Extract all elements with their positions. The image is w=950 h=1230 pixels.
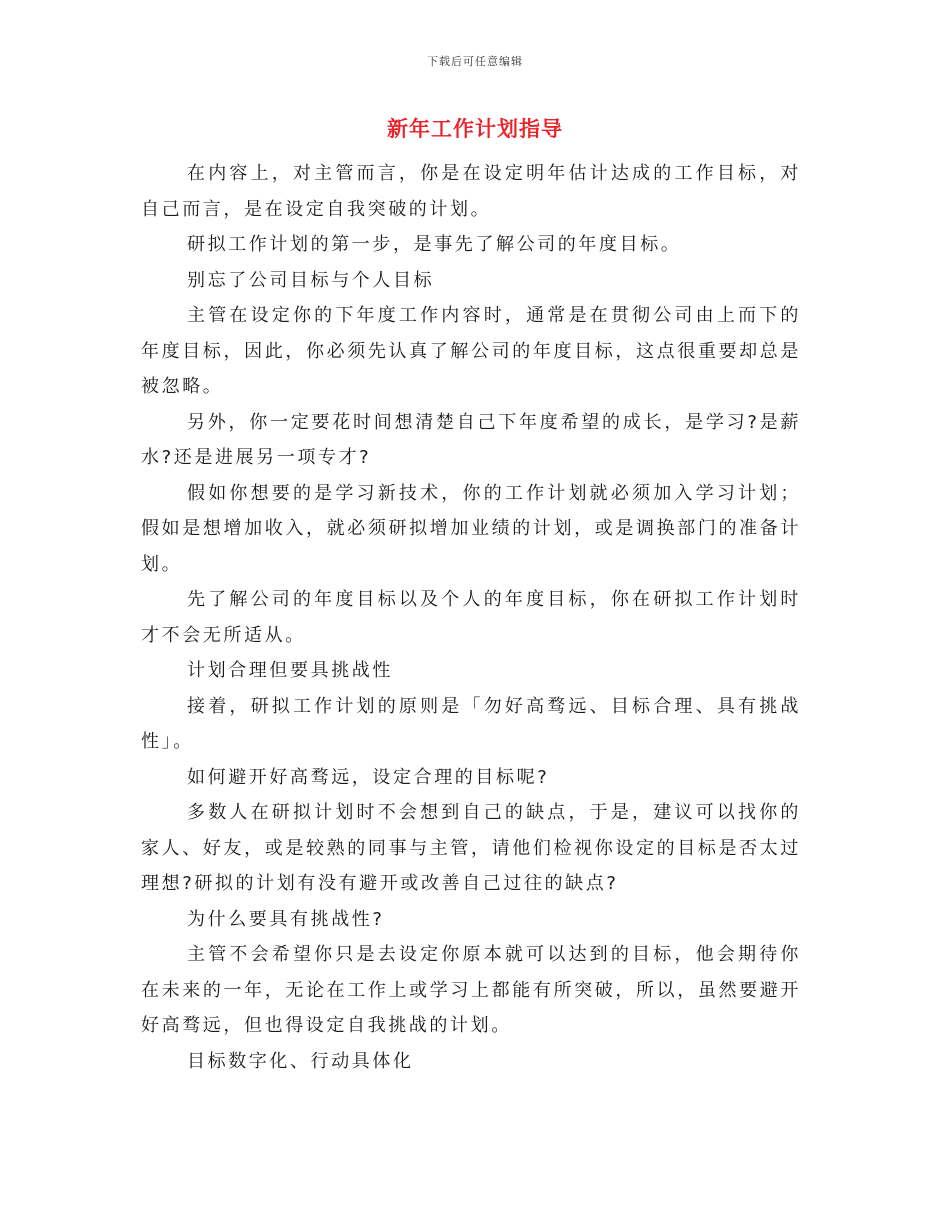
paragraph: 接着，研拟工作计划的原则是「勿好高骛远、目标合理、具有挑战性」。 (141, 695, 801, 752)
paragraph: 主管不会希望你只是去设定你原本就可以达到的目标，他会期待你在未来的一年，无论在工作上或学习上都能有所突破，所以，虽然要避开好高骛远，但也得设定自我挑战的计划。 (141, 944, 801, 1036)
section-heading: 计划合理但要具挑战性 (187, 660, 393, 681)
paragraph: 如何避开好高骛远，设定合理的目标呢? (187, 766, 550, 788)
paragraph: 先了解公司的年度目标以及个人的年度目标，你在研拟工作计划时才不会无所适从。 (141, 589, 801, 646)
page-header-note: 下载后可任意编辑 (427, 55, 523, 68)
paragraph: 另外，你一定要花时间想清楚自己下年度希望的成长，是学习?是薪水?还是进展另一项专才? (141, 411, 801, 468)
document-body (141, 156, 801, 1079)
paragraph: 在内容上，对主管而言，你是在设定明年估计达成的工作目标，对自己而言，是在设定自我突破的计划。 (141, 163, 801, 220)
paragraph: 为什么要具有挑战性? (187, 908, 385, 930)
section-heading: 别忘了公司目标与个人目标 (187, 269, 435, 291)
document-title: 新年工作计划指导 (387, 117, 563, 141)
paragraph: 研拟工作计划的第一步，是事先了解公司的年度目标。 (187, 234, 682, 255)
section-heading: 目标数字化、行动具体化 (187, 1050, 414, 1072)
paragraph: 假如你想要的是学习新技术，你的工作计划就必须加入学习计划；假如是想增加收入，就必须研拟增加业绩的计划，或是调换部门的准备计划。 (141, 482, 801, 575)
paragraph: 主管在设定你的下年度工作内容时，通常是在贯彻公司由上而下的年度目标，因此，你必须先认真了解公司的年度目标，这点很重要却总是被忽略。 (141, 305, 801, 397)
paragraph: 多数人在研拟计划时不会想到自己的缺点，于是，建议可以找你的家人、好友，或是较熟的同事与主管，请他们检视你设定的目标是否太过理想?研拟的计划有没有避开或改善自己过往的缺点? (141, 802, 801, 894)
